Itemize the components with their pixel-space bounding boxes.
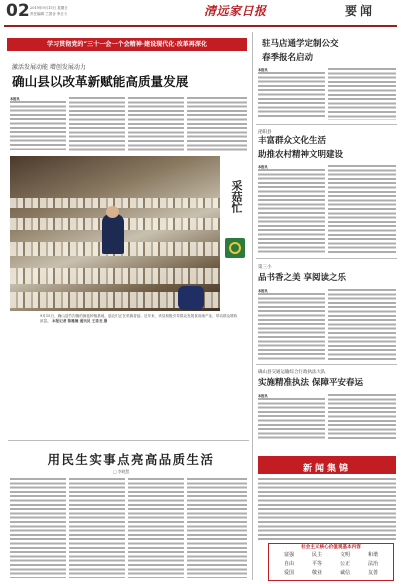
- right-byline-2: 本报讯: [258, 165, 268, 169]
- lead-body-col-1: [10, 97, 66, 151]
- right-headline-2b: 助推农村精神文明建设: [258, 150, 344, 160]
- lead-headline: 确山县以改革新赋能高质量发展: [12, 74, 189, 89]
- core-values-box: [268, 543, 394, 581]
- right-body-1-col-2: [328, 68, 396, 120]
- right-divider-1: [256, 124, 397, 125]
- commentary-col-2: [69, 478, 125, 578]
- right-byline-1: 本报讯: [258, 68, 268, 72]
- newspaper-logo: 清远家日报: [204, 4, 267, 18]
- lead-body-col-4: [187, 97, 247, 151]
- commentary-author: □ 李晓慧: [113, 469, 130, 474]
- lead-body-col-3: [128, 97, 184, 151]
- core-values-row-1: 富强 民主 文明 和谐: [283, 552, 378, 558]
- core-values-title: 社会主义核心价值观基本内容: [301, 545, 361, 550]
- page-header: [0, 0, 401, 31]
- lead-byline: 本报讯: [10, 97, 20, 101]
- right-body-3-col-1: [258, 289, 325, 361]
- right-divider-2: [256, 258, 397, 259]
- lead-body-col-2: [69, 97, 125, 151]
- right-body-1-col-1: [258, 68, 325, 120]
- date-line: 2019年9月15日 星期日: [30, 6, 68, 10]
- editor-line: 责任编辑 兰国谷 李日斗: [30, 12, 68, 16]
- right-headline-4: 实施精准执法 保障平安春运: [258, 378, 363, 388]
- newspaper-emblem-icon: [225, 238, 245, 258]
- lead-kicker: 激活发展动能 增创发展动力: [12, 64, 86, 71]
- right-divider-3: [256, 364, 397, 365]
- section-divider: [8, 440, 249, 441]
- right-kicker-3: 第三小: [258, 265, 272, 270]
- right-body-4-col-1: [258, 394, 325, 440]
- mushroom-farm-photo: [10, 156, 220, 311]
- commentary-col-1: [10, 478, 66, 578]
- theme-banner: [7, 38, 247, 51]
- core-values-row-2: 自由 平等 公正 法治: [283, 561, 378, 567]
- commentary-headline: 用民生实事点亮高品质生活: [47, 452, 215, 467]
- right-body-2-col-2: [328, 165, 396, 255]
- right-kicker-2: 泌阳县: [258, 130, 272, 135]
- right-byline-4: 本报讯: [258, 394, 268, 398]
- right-body-3-col-2: [328, 289, 396, 361]
- right-byline-3: 本报讯: [258, 289, 268, 293]
- right-headline-1a: 驻马店通学定制公交: [262, 39, 339, 49]
- commentary-col-3: [128, 478, 184, 578]
- news-brief-title: 新闻集锦: [302, 464, 351, 474]
- column-divider: [252, 32, 253, 580]
- core-values-row-3: 爱国 敬业 诚信 友善: [283, 570, 378, 576]
- right-headline-2a: 丰富群众文化生活: [258, 136, 327, 146]
- commentary-col-4: [187, 478, 247, 578]
- news-brief-banner: [258, 456, 396, 474]
- theme-banner-text: 学习贯彻党的“三十一会一个会精神·建设现代化·改革再深化: [46, 41, 208, 48]
- right-headline-3: 品书香之美 享阅读之乐: [258, 273, 346, 283]
- right-kicker-4: 确山县交通运输综合行政执法大队: [258, 370, 326, 375]
- page-number: 02: [6, 1, 30, 21]
- right-body-2-col-1: [258, 165, 325, 255]
- section-name: 要闻: [345, 4, 376, 18]
- photo-title: 采菇忙: [230, 180, 243, 213]
- right-headline-1b: 春季报名启动: [262, 53, 314, 63]
- header-rule: [4, 25, 397, 27]
- photo-caption: 9月15日，确山县竹沟镇的菌菇种植基地，菇农们正在采摘香菇。近年来，该县积极引导群众发展食用菌产业，带动群众增收致富。 本报记者 陈雅楠 通讯员 王甫龙 摄: [40, 314, 238, 323]
- news-brief-body: [258, 478, 396, 540]
- right-body-4-col-2: [328, 394, 396, 440]
